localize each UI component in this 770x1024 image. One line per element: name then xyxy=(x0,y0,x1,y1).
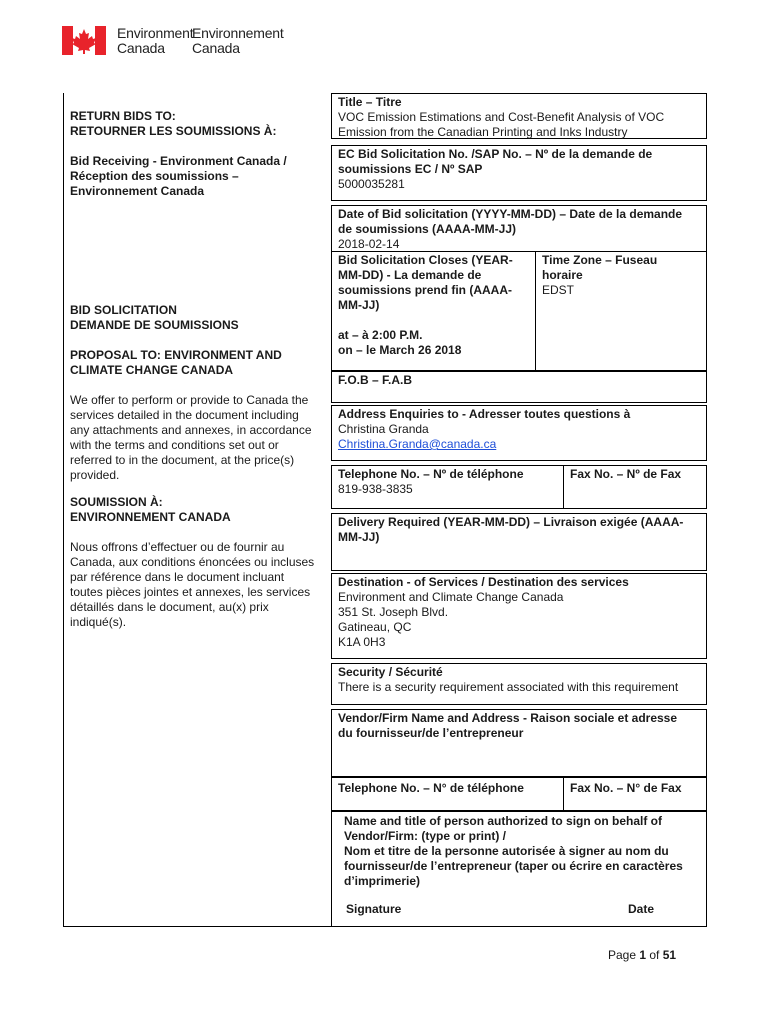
solicitation-date-cell xyxy=(331,205,707,253)
right-panel xyxy=(331,93,707,929)
telephone-section xyxy=(332,466,564,508)
telephone-cell xyxy=(331,465,707,509)
closing-label: Bid Solicitation Closes (YEAR- MM-DD) - La demande de soumissions prend fin (AAAA- MM-JJ) xyxy=(338,253,513,312)
org-name-fr: Environnement Canada xyxy=(192,25,284,56)
destination-label: Destination - of Services / Destination des services xyxy=(338,575,629,589)
time-zone-value: EDST xyxy=(542,283,575,297)
delivery-label: Delivery Required (YEAR-MM-DD) – Livraison exigée (AAAA- MM-JJ) xyxy=(338,515,684,544)
telephone-value: 819-938-3835 xyxy=(338,482,413,496)
title-value: VOC Emission Estimations and Cost-Benefit Analysis of VOC Emission from the Canadian Printing and Inks Industry xyxy=(338,110,665,139)
authorized-signer-label: Name and title of person authorized to sign on behalf of Vendor/Firm: (type or print) / Nom et titre de la personne autorisée à signer au nom du fournisseur/de l’entrepreneur (taper ou écrire en caractères d’imprimerie) xyxy=(344,814,683,888)
time-zone-section xyxy=(536,252,708,299)
vendor-telephone-section xyxy=(332,778,564,810)
vendor-telephone-cell xyxy=(331,777,707,811)
destination-address: Environment and Climate Change Canada 351 St. Joseph Blvd. Gatineau, QC K1A 0H3 xyxy=(338,590,564,649)
signature-label: Signature xyxy=(346,902,402,916)
solicitation-number-value: 5000035281 xyxy=(338,177,405,191)
soumission-heading: SOUMISSION À: ENVIRONNEMENT CANADA xyxy=(70,495,231,524)
proposal-to-heading: PROPOSAL TO: ENVIRONMENT AND CLIMATE CHANGE CANADA xyxy=(70,348,282,377)
org-name-en: Environment Canada xyxy=(117,25,194,56)
return-bids-heading: RETURN BIDS TO: RETOURNER LES SOUMISSIONS À: xyxy=(70,109,277,138)
fob-cell xyxy=(331,371,707,403)
vendor-label: Vendor/Firm Name and Address - Raison sociale et adresse du fournisseur/de l’entrepreneur xyxy=(338,711,678,740)
solicitation-number-cell xyxy=(331,145,707,201)
closing-time: at – à 2:00 P.M. xyxy=(338,328,423,342)
canada-flag-icon xyxy=(62,26,106,55)
security-value: There is a security requirement associated with this requirement xyxy=(338,680,679,694)
page-number: Page 1 of 51 xyxy=(608,948,677,962)
delivery-cell xyxy=(331,513,707,571)
solicitation-date-label: Date of Bid solicitation (YYYY-MM-DD) – Date de la demande de soumissions (AAAA-MM-JJ) xyxy=(338,207,683,236)
enquiries-cell xyxy=(331,405,707,461)
government-logo xyxy=(62,26,282,58)
security-cell xyxy=(331,663,707,705)
offer-text-en: We offer to perform or provide to Canada the services detailed in the document including any attachments and annexes, in accordance with the terms and conditions set out or referred to in the document, at the price(s) provided. xyxy=(70,393,312,482)
fob-label: F.O.B – F.A.B xyxy=(338,373,413,387)
enquiries-label: Address Enquiries to - Adresser toutes questions à xyxy=(338,407,631,421)
telephone-label: Telephone No. – Nº de téléphone xyxy=(338,467,524,481)
time-zone-label: Time Zone – Fuseau horaire xyxy=(542,253,658,282)
destination-cell xyxy=(331,573,707,659)
vendor-telephone-label: Telephone No. – N° de téléphone xyxy=(338,781,524,795)
left-panel xyxy=(63,93,331,927)
enquiries-name: Christina Granda xyxy=(338,422,429,436)
closing-date: on – le March 26 2018 xyxy=(338,343,462,357)
date-label: Date xyxy=(628,902,655,916)
solicitation-number-label: EC Bid Solicitation No. /SAP No. – Nº de la demande de soumissions EC / Nº SAP xyxy=(338,147,653,176)
fax-label: Fax No. – Nº de Fax xyxy=(570,467,682,481)
bid-receiving-address: Bid Receiving - Environment Canada / Réception des soumissions – Environnement Canada xyxy=(70,154,287,198)
fax-section xyxy=(564,466,708,483)
enquiries-email-link[interactable]: Christina.Granda@canada.ca xyxy=(338,437,497,451)
title-label: Title – Titre xyxy=(338,95,402,109)
security-label: Security / Sécurité xyxy=(338,665,443,679)
vendor-cell xyxy=(331,709,707,777)
solicitation-date-value: 2018-02-14 xyxy=(338,237,400,251)
title-cell xyxy=(331,93,707,139)
bid-solicitation-heading: BID SOLICITATION DEMANDE DE SOUMISSIONS xyxy=(70,303,239,332)
vendor-fax-label: Fax No. – N° de Fax xyxy=(570,781,682,795)
vendor-fax-section xyxy=(564,778,708,797)
closing-cell xyxy=(331,251,707,371)
offer-text-fr: Nous offrons d’effectuer ou de fournir au Canada, aux conditions énoncées ou incluses par référence dans le document incluant toutes pièces jointes et annexes, les services détaillés dans le document, au(x) prix indiqué(s). xyxy=(70,540,315,629)
closing-date-section xyxy=(332,252,536,370)
authorized-signer-cell xyxy=(331,811,707,927)
